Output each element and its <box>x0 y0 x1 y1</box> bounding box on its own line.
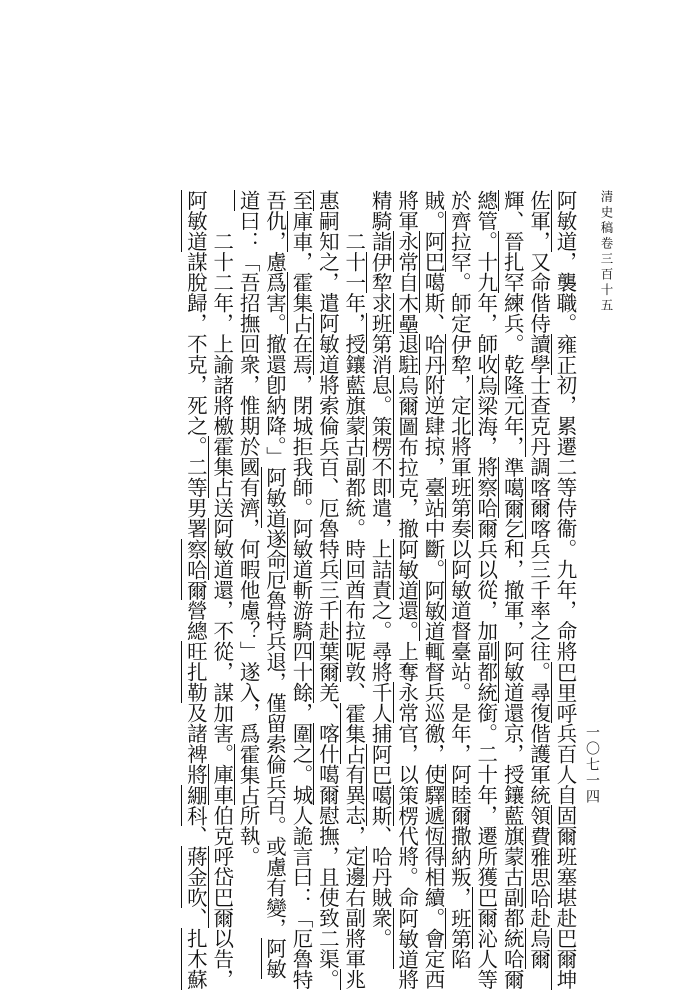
proper-name-underlined: 庫車 <box>209 764 234 805</box>
text-run: 官，以 <box>394 723 419 785</box>
proper-name-underlined: 蔣金吹 <box>183 846 208 908</box>
text-run: 斬游騎四十餘，圍之。城人詭言曰：「厄魯特吾仇，慮爲害。撤還卽納降。」 <box>262 190 313 990</box>
proper-name-underlined: 霍集占 <box>236 743 261 805</box>
text-run: ，將 <box>473 436 498 477</box>
text-run: 曰：「吾招撫回衆，惟期於國有濟，何暇他慮？」遂入，爲 <box>236 210 261 744</box>
proper-name-underlined: 策楞 <box>394 784 419 826</box>
paragraph <box>235 190 367 990</box>
text-run: 送 <box>209 497 234 518</box>
text-run: 還，不從，謀加害。 <box>209 579 234 764</box>
vertical-body-text <box>118 190 578 990</box>
text-run: 退駐 <box>394 333 419 375</box>
text-run: 、 <box>183 907 208 928</box>
text-run: 、 <box>420 313 445 334</box>
text-run: 初，累遷二等侍衞。九年，命將 <box>553 374 577 662</box>
proper-name-underlined: 伊犂 <box>368 251 393 293</box>
proper-name-underlined: 阿敏道 <box>420 579 445 641</box>
proper-name-underlined: 阿巴噶斯 <box>420 231 445 313</box>
proper-name-underlined: 阿敏道 <box>394 907 419 969</box>
text-run: 賊衆。 <box>368 887 393 949</box>
proper-name-underlined: 霍集占 <box>209 436 234 498</box>
proper-name-underlined: 察哈爾 <box>473 477 498 539</box>
proper-name-underlined: 準噶爾 <box>500 456 525 518</box>
text-run: 附逆肆掠，臺站中斷。 <box>420 374 445 580</box>
text-run: 。師定 <box>447 272 472 334</box>
proper-name-underlined: 旺扎勒 <box>183 641 208 703</box>
proper-name-underlined: 巴爾坤 <box>553 928 577 990</box>
text-run: 慰撫，且使致二渠。至 <box>288 190 340 990</box>
paragraph <box>367 190 578 990</box>
text-run: 乞和，撤軍， <box>500 518 525 641</box>
text-run: 人等於 <box>447 190 498 990</box>
proper-name-underlined: 班第 <box>368 313 393 354</box>
proper-name-underlined: 阿敏道 <box>236 190 287 980</box>
proper-name-underlined: 喀什噶爾 <box>315 723 340 805</box>
proper-name-underlined: 永常 <box>394 682 419 723</box>
text-run: 哈爾總管。十九年，師收 <box>473 190 525 990</box>
text-run: 二十二年，上諭諸將檄 <box>209 231 234 436</box>
text-run: 自 <box>394 272 419 293</box>
proper-name-underlined: 晉扎罕 <box>500 231 525 293</box>
text-run: 酋 <box>341 579 366 600</box>
text-run: 赴 <box>526 907 551 928</box>
proper-name-underlined: 班第 <box>447 477 472 518</box>
proper-name-underlined: 兆惠 <box>315 190 366 990</box>
text-run: 赴 <box>553 907 577 928</box>
text-run: 將精騎詣 <box>368 190 419 990</box>
text-run: 遂命厄魯特兵退，僅留索倫兵百。或慮有變， <box>262 528 287 939</box>
proper-name-underlined: 巴里呼 <box>553 661 577 723</box>
proper-name-underlined: 烏梁海 <box>473 374 498 436</box>
page-number: 一〇七一四 <box>584 725 600 805</box>
text-run: 兵以從，加副都統銜。二十年，遷所獲 <box>473 538 498 887</box>
proper-name-underlined: 阿敏道 <box>315 313 340 375</box>
text-run: 在焉，閉城拒我師。 <box>288 333 313 518</box>
text-run: 、 <box>368 825 393 846</box>
text-run: ，撤 <box>394 497 419 539</box>
text-run: 謀脫歸，不克，死之。二等男署 <box>183 251 208 539</box>
text-run: 、 <box>341 682 366 703</box>
text-run: 叛， <box>447 866 472 908</box>
proper-name-underlined: 霍集占 <box>341 702 366 764</box>
text-run: 兵百人自 <box>553 723 577 805</box>
text-run: 求 <box>368 292 393 313</box>
text-run: 消息。 <box>368 354 393 416</box>
proper-name-underlined: 阿睦爾撒納 <box>447 764 472 867</box>
text-run: 、 <box>183 825 208 846</box>
text-run: ，襲職。 <box>553 251 577 334</box>
text-run: 練兵。 <box>500 292 525 354</box>
proper-name-underlined: 烏爾輝 <box>500 190 551 969</box>
proper-name-underlined: 察哈爾 <box>183 538 208 600</box>
proper-name-underlined: 阿敏道 <box>447 559 472 621</box>
text-run: 調 <box>526 456 551 477</box>
text-run: 、 <box>500 210 525 231</box>
text-run: 二十一年，授鑲藍旗蒙古副都統。時 <box>341 231 366 559</box>
proper-name-underlined: 費雅思哈 <box>526 825 551 908</box>
proper-name-underlined: 阿敏道 <box>394 538 419 600</box>
text-run: ，定北將軍 <box>447 374 472 477</box>
proper-name-underlined: 霍集占 <box>288 272 313 334</box>
text-run: 輒督兵巡徼，使驛遞恆得相續。會定西將軍 <box>394 190 445 990</box>
proper-name-underlined: 布拉呢敦 <box>341 600 366 682</box>
proper-name-underlined: 葉爾羌 <box>315 641 340 703</box>
paragraph <box>182 190 235 990</box>
text-run: 督臺站。是年， <box>447 620 472 764</box>
text-run: 代將。命 <box>394 825 419 908</box>
proper-name-underlined: 阿敏道 <box>209 518 234 580</box>
text-run: 陷賊。 <box>420 190 472 969</box>
proper-name-underlined: 永常 <box>394 231 419 272</box>
proper-name-underlined: 回 <box>341 559 366 580</box>
proper-name-underlined: 阿敏道 <box>500 641 525 703</box>
proper-name-underlined: 雍正 <box>553 333 577 375</box>
text-run: 、 <box>315 702 340 723</box>
running-header: 清史稿卷三百十五 <box>599 190 614 314</box>
proper-name-underlined: 策楞 <box>368 415 393 457</box>
text-run: 所執。 <box>236 805 261 867</box>
proper-name-underlined: 阿敏道 <box>183 190 208 252</box>
text-run: 佐軍，又命偕侍讀學士 <box>526 190 551 395</box>
proper-name-underlined: 扎木蘇 <box>183 928 208 990</box>
proper-name-underlined: 木壘 <box>394 292 419 334</box>
text-run: 不即遣，上詰責之。尋將千人捕 <box>368 456 393 744</box>
text-run: 還。上奪 <box>394 600 419 682</box>
proper-name-underlined: 乾隆 <box>500 354 525 395</box>
text-run: 營總 <box>183 600 208 641</box>
proper-name-underlined: 哈丹 <box>368 846 393 887</box>
proper-name-underlined: 班第 <box>447 907 472 949</box>
text-run: 兵三千率之往。尋復偕護軍統領 <box>526 538 551 826</box>
text-run: 及諸裨將 <box>183 702 208 785</box>
proper-name-underlined: 巴爾沁 <box>473 887 498 949</box>
proper-name-underlined: 齊拉罕 <box>447 210 472 272</box>
proper-name-underlined: 哈丹 <box>420 333 445 375</box>
proper-name-underlined: 綳科 <box>183 784 208 826</box>
text-run: 有異志，定邊右副將軍 <box>341 764 366 969</box>
text-run: 將索倫兵百、厄魯特兵三千赴 <box>315 374 340 641</box>
proper-name-underlined: 阿巴噶斯 <box>368 743 393 826</box>
text-run: 嗣知之，遣 <box>315 210 340 313</box>
proper-name-underlined: 庫車 <box>288 210 313 252</box>
text-run: 奏以 <box>447 518 472 559</box>
proper-name-underlined: 伊犂 <box>447 333 472 375</box>
proper-name-underlined: 呼岱巴爾 <box>209 846 234 928</box>
proper-name-underlined: 烏爾圖布拉克 <box>394 374 419 498</box>
proper-name-underlined: 固爾班塞堪 <box>553 805 577 908</box>
proper-name-underlined: 阿敏道 <box>288 518 313 580</box>
text-run: 伯克 <box>209 805 234 846</box>
proper-name-underlined: 喀爾喀 <box>526 477 551 539</box>
proper-name-underlined: 阿敏道 <box>262 466 287 529</box>
text-run: ， <box>288 251 313 272</box>
text-run: 還京，授鑲藍旗蒙古副都統 <box>500 702 525 949</box>
proper-name-underlined: 查克丹 <box>526 395 551 457</box>
proper-name-underlined: 阿敏道 <box>553 190 577 252</box>
text-run: 以告， <box>209 928 234 990</box>
text-run: 元年， <box>500 395 525 457</box>
